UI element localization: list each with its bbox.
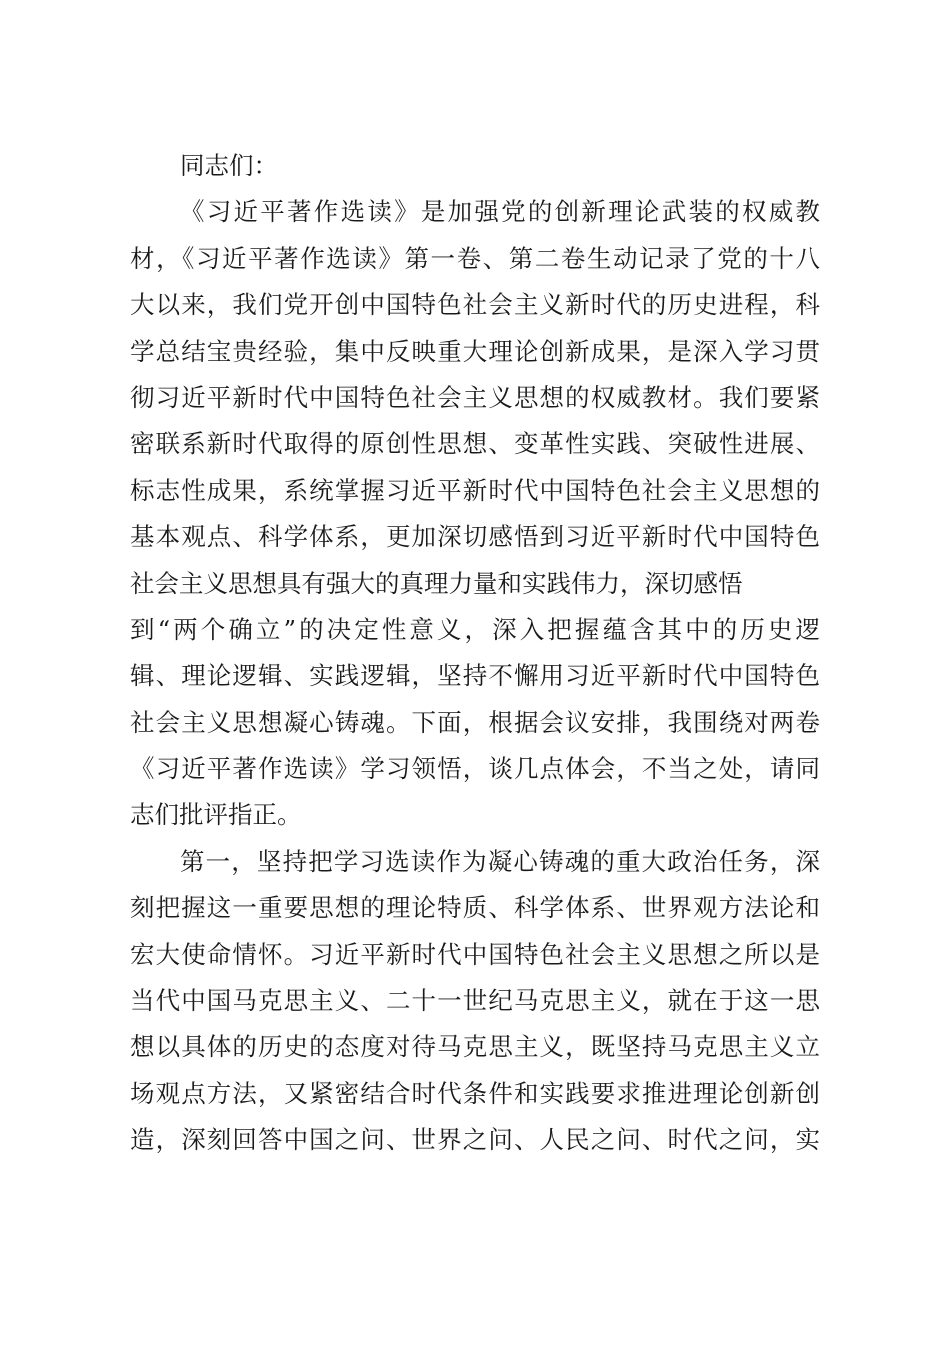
text-line: 大以来，我们党开创中国特色社会主义新时代的历史进程，科	[130, 290, 820, 320]
text-line: 《习近平著作选读》是加强党的创新理论武装的权威教	[180, 197, 820, 227]
text-line: 当代中国马克思主义、二十一世纪马克思主义，就在于这一思	[130, 986, 820, 1016]
text-line: 彻习近平新时代中国特色社会主义思想的权威教材。我们要紧	[130, 382, 820, 412]
text-line: 标志性成果，系统掌握习近平新时代中国特色社会主义思想的	[130, 475, 820, 505]
text-line: 密联系新时代取得的原创性思想、变革性实践、突破性进展、	[130, 429, 820, 459]
text-line: 辑、理论逻辑、实践逻辑，坚持不懈用习近平新时代中国特色	[130, 661, 820, 691]
text-line: 《习近平著作选读》学习领悟，谈几点体会，不当之处，请同	[130, 754, 820, 784]
text-line: 基本观点、科学体系，更加深切感悟到习近平新时代中国特色	[130, 522, 820, 552]
text-line: 志们批评指正。	[130, 800, 302, 830]
text-line: 材，《习近平著作选读》第一卷、第二卷生动记录了党的十八	[130, 243, 820, 273]
text-line: 到“两个确立”的决定性意义，深入把握蕴含其中的历史逻	[130, 614, 820, 644]
text-line: 第一，坚持把学习选读作为凝心铸魂的重大政治任务，深	[180, 846, 820, 876]
text-line: 想以具体的历史的态度对待马克思主义，既坚持马克思主义立	[130, 1032, 820, 1062]
document-body	[130, 143, 820, 1164]
text-line: 造，深刻回答中国之问、世界之问、人民之问、时代之问，实	[130, 1125, 820, 1155]
text-line: 刻把握这一重要思想的理论特质、科学体系、世界观方法论和	[130, 893, 820, 923]
text-line: 社会主义思想凝心铸魂。下面，根据会议安排，我围绕对两卷	[130, 707, 820, 737]
text-line: 学总结宝贵经验，集中反映重大理论创新成果，是深入学习贯	[130, 336, 820, 366]
text-line: 场观点方法，又紧密结合时代条件和实践要求推进理论创新创	[130, 1078, 820, 1108]
text-line: 宏大使命情怀。习近平新时代中国特色社会主义思想之所以是	[130, 939, 820, 969]
text-line: 同志们：	[180, 151, 278, 180]
text-line: 社会主义思想具有强大的真理力量和实践伟力，深切感悟	[130, 568, 743, 598]
